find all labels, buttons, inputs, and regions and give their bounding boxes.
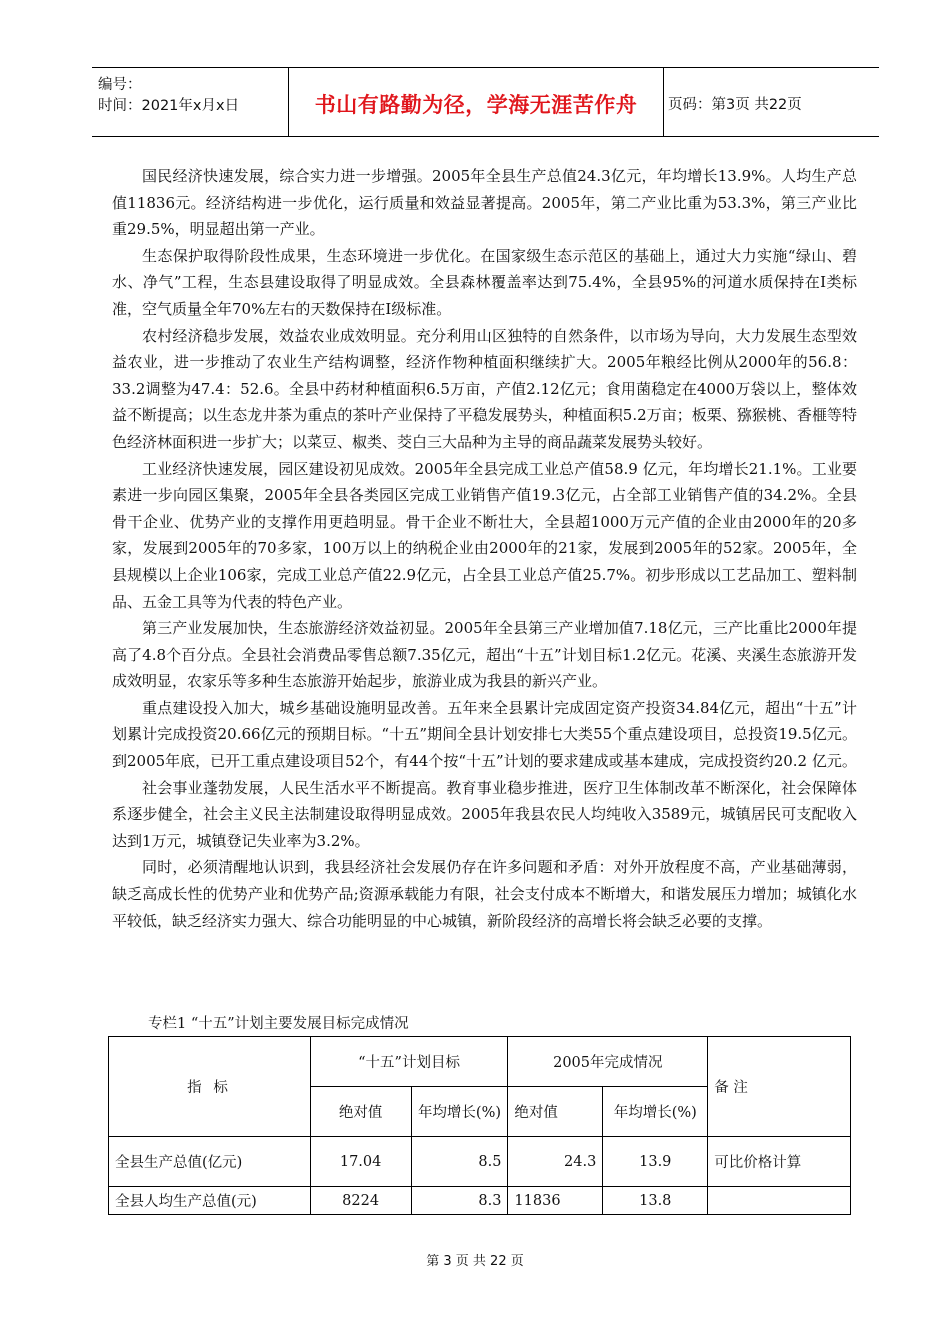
row-done-absolute: 24.3 <box>508 1137 603 1187</box>
header-plan-absolute: 绝对值 <box>310 1087 411 1137</box>
row-plan-absolute: 8224 <box>310 1187 411 1215</box>
header-done-growth: 年均增长(%) <box>603 1087 708 1137</box>
header-done-absolute: 绝对值 <box>508 1087 603 1137</box>
header-remark: 备 注 <box>708 1037 851 1137</box>
row-name: 全县人均生产总值(元) <box>109 1187 311 1215</box>
doc-time-label: 时间：2021年x月x日 <box>98 98 240 114</box>
paragraph-social: 社会事业蓬勃发展，人民生活水平不断提高。教育事业稳步推进，医疗卫生体制改革不断深化，社会保障体系逐步健全，社会主义民主法制建设取得明显成效。2005年我县农民人均纯收入3589元，城镇居民可支配收入达到1万元，城镇登记失业率为3.2%。 <box>112 778 857 850</box>
footer-page-number: 第 3 页 共 22 页 <box>426 1254 524 1269</box>
page-footer <box>0 1250 950 1269</box>
targets-table <box>108 1036 851 1215</box>
header-plan-growth: 年均增长(%) <box>411 1087 508 1137</box>
table-caption: 专栏1 “十五”计划主要发展目标完成情况 <box>148 1016 409 1032</box>
row-plan-growth: 8.5 <box>411 1137 508 1187</box>
row-plan-absolute: 17.04 <box>310 1137 411 1187</box>
row-remark <box>708 1187 851 1215</box>
row-name: 全县生产总值(亿元) <box>109 1137 311 1187</box>
paragraph-construction: 重点建设投入加大，城乡基础设施明显改善。五年来全县累计完成固定资产投资34.84亿元，超出“十五”计划累计完成投资20.66亿元的预期目标。“十五”期间全县计划安排七大类55个重点建设项目，总投资19.5亿元。到2005年底，已开工重点建设项目52个，有44个按“十五”计划的要求建成或基本建成，完成投资约20.2 亿元。 <box>112 698 857 771</box>
row-remark: 可比价格计算 <box>708 1137 851 1187</box>
table-row <box>109 1187 851 1215</box>
row-done-growth: 13.9 <box>603 1137 708 1187</box>
header-indicator: 指 标 <box>109 1037 311 1137</box>
paragraph-ecology: 生态保护取得阶段性成果，生态环境进一步优化。在国家级生态示范区的基础上，通过大力实施“绿山、碧水、净气”工程，生态县建设取得了明显成效。全县森林覆盖率达到75.4%，全县95%的河道水质保持在Ⅰ类标准，空气质量全年70%左右的天数保持在Ⅰ级标准。 <box>112 246 857 318</box>
body-text <box>112 163 857 934</box>
motto-text: 书山有路勤为径，学海无涯苦作舟 <box>314 93 638 117</box>
page-number-label: 页码：第3页 共22页 <box>668 97 802 113</box>
row-plan-growth: 8.3 <box>411 1187 508 1215</box>
table-header-row <box>109 1037 851 1087</box>
paragraph-economy: 国民经济快速发展，综合实力进一步增强。2005年全县生产总值24.3亿元，年均增长13.9%。人均生产总值11836元。经济结构进一步优化，运行质量和效益显著提高。2005年，第二产业比重为53.3%，第三产业比重29.5%，明显超出第一产业。 <box>112 167 857 239</box>
header-plan-target: “十五”计划目标 <box>310 1037 508 1087</box>
header-2005-result: 2005年完成情况 <box>508 1037 708 1087</box>
paragraph-industry: 工业经济快速发展，园区建设初见成效。2005年全县完成工业总产值58.9 亿元，年均增长21.1%。工业要素进一步向园区集聚，2005年全县各类园区完成工业销售产值19.3亿元，占全部工业销售产值的34.2%。全县骨干企业、优势产业的支撑作用更趋明显。骨干企业不断壮大，全县超1000万元产值的企业由2000年的20多家，发展到2005年的70多家，100万以上的纳税企业由2000年的21家，发展到2005年的52家。2005年，全县规模以上企业106家，完成工业总产值22.9亿元，占全县工业总产值25.7%。初步形成以工艺品加工、塑料制品、五金工具等为代表的特色产业。 <box>112 459 857 611</box>
doc-code-label: 编号： <box>98 77 142 93</box>
table-row <box>109 1137 851 1187</box>
page-header <box>92 67 879 137</box>
header-motto-box <box>288 68 664 136</box>
row-done-growth: 13.8 <box>603 1187 708 1215</box>
paragraph-agriculture: 农村经济稳步发展，效益农业成效明显。充分利用山区独特的自然条件，以市场为导向，大力发展生态型效益农业，进一步推动了农业生产结构调整，经济作物种植面积继续扩大。2005年粮经比例从2000年的56.8：33.2调整为47.4：52.6。全县中药材种植面积6.5万亩，产值2.12亿元；食用菌稳定在4000万袋以上，整体效益不断提高；以生态龙井茶为重点的茶叶产业保持了平稳发展势头，种植面积5.2万亩；板栗、猕猴桃、香榧等特色经济林面积进一步扩大；以菜豆、椒类、茭白三大品种为主导的商品蔬菜发展势头较好。 <box>112 326 857 451</box>
row-done-absolute: 11836 <box>508 1187 603 1215</box>
paragraph-tertiary: 第三产业发展加快，生态旅游经济效益初显。2005年全县第三产业增加值7.18亿元，三产比重比2000年提高了4.8个百分点。全县社会消费品零售总额7.35亿元，超出“十五”计划目标1.2亿元。花溪、夹溪生态旅游开发成效明显，农家乐等多种生态旅游开始起步，旅游业成为我县的新兴产业。 <box>112 619 857 691</box>
paragraph-problems: 同时，必须清醒地认识到，我县经济社会发展仍存在许多问题和矛盾：对外开放程度不高，产业基础薄弱，缺乏高成长性的优势产业和优势产品;资源承载能力有限，社会支付成本不断增大，和谐发展压力增加；城镇化水平较低，缺乏经济实力强大、综合功能明显的中心城镇，新阶段经济的高增长将会缺乏必要的支撑。 <box>112 858 857 930</box>
header-meta <box>92 68 288 136</box>
